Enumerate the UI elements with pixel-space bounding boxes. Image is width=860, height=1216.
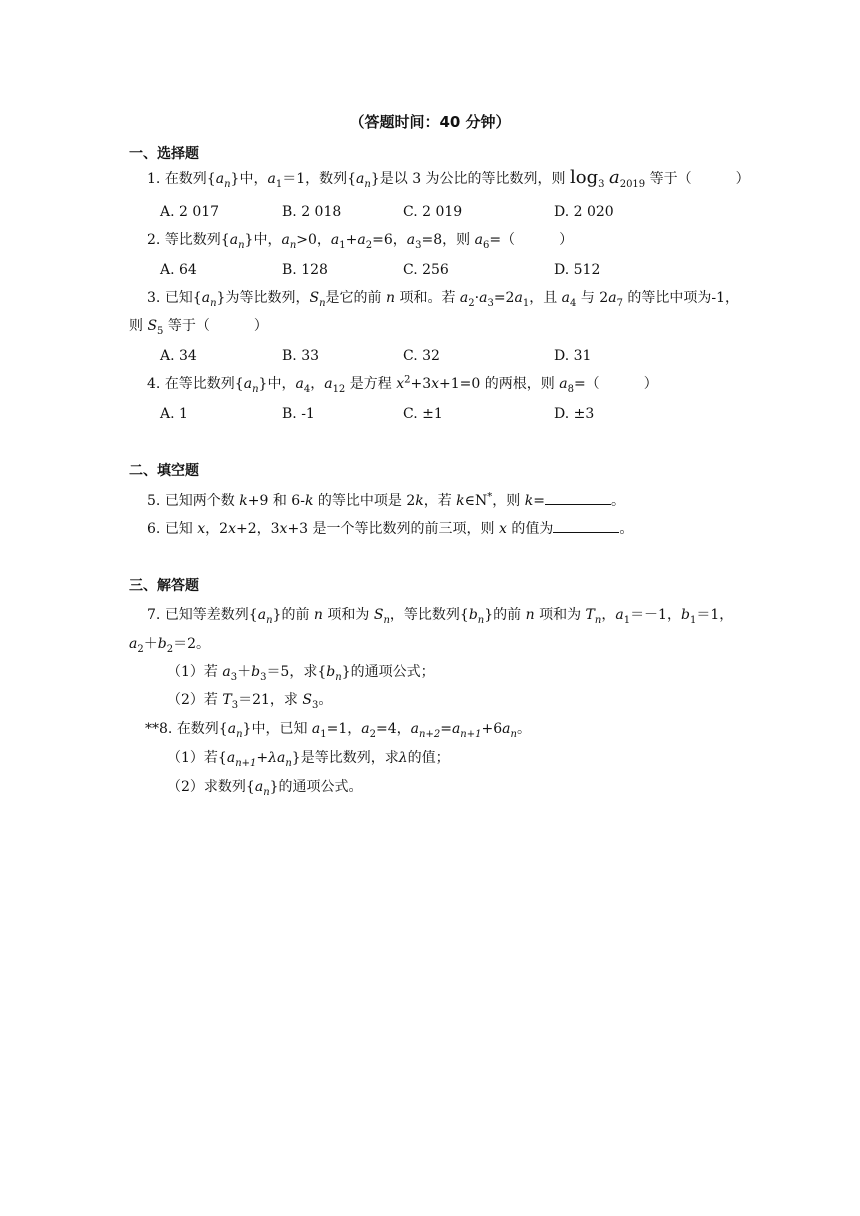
question-3-continued: 则 $S_5$ 等于（ ） — [129, 318, 268, 337]
question-7-continued: $a_2+b_2=2$。 — [129, 636, 210, 655]
q4-option-b: B. -1 — [282, 406, 315, 422]
q2-option-c: C. 256 — [403, 262, 449, 278]
question-8-part-1: （1）若$\{a_{n+1}+\lambda a_n\}$是等比数列，求λ的值； — [167, 750, 450, 769]
q3-option-b: B. 33 — [282, 348, 320, 364]
section-fill-heading: 二、填空题 — [129, 463, 199, 479]
page-title: （答题时间：40 分钟） — [349, 113, 511, 131]
q4-option-c: C. ±1 — [403, 406, 443, 422]
question-7: 7. 已知等差数列$\{a_n\}$的前 n 项和为 $S_n$，等比数列$\{b_n\}$的前 n 项和为 $T_n$，$a_1=-1$，$b_1=1$， — [147, 607, 734, 626]
question-8-part-2: （2）求数列$\{a_n\}$的通项公式。 — [167, 779, 363, 798]
section-choice-heading: 一、选择题 — [129, 146, 199, 162]
question-2: 2. 等比数列$\{a_n\}$中，$a_n>0$，$a_1+a_2=6$，$a_3=8$，则 $a_6=$（ ） — [147, 232, 574, 251]
q1-option-c: C. 2 019 — [403, 204, 463, 220]
section-answer-heading: 三、解答题 — [129, 578, 199, 594]
q1-option-b: B. 2 018 — [282, 204, 342, 220]
q2-option-a: A. 64 — [160, 262, 197, 278]
question-6: 6. 已知 x，2x+2，3x+3 是一个等比数列的前三项，则 x 的值为 。 — [147, 518, 633, 539]
question-7-part-1: （1）若 $a_3+b_3=5$，求$\{b_n\}$的通项公式； — [167, 664, 435, 683]
q4-option-d: D. ±3 — [554, 406, 595, 422]
q1-option-a: A. 2 017 — [160, 204, 220, 220]
question-3: 3. 已知$\{a_n\}$为等比数列，$S_n$是它的前 n 项和。若 $a_2\cdot a_3=2a_1$，且 $a_4$ 与 $2a_7$ 的等比中项为-1， — [147, 290, 740, 309]
answer-blank — [545, 490, 611, 505]
log-expression: log — [570, 167, 599, 188]
question-5: 5. 已知两个数 k+9 和 6-k 的等比中项是 2k，若 k∈N*，则 k= 。 — [147, 491, 625, 509]
answer-blank — [553, 518, 619, 533]
question-8: **8. 在数列$\{a_n\}$中，已知 $a_1=1$，$a_2=4$，$a_{n+2}=a_{n+1}+6a_n$。 — [145, 721, 531, 740]
question-1: 1. 在数列$\{a_n\}$中，$a_1=1$，数列$\{a_n\}$是以 3 为公比的等比数列，则 $\log_3 a_{2019}$ 等于（ ） — [147, 167, 750, 190]
q2-option-b: B. 128 — [282, 262, 328, 278]
question-7-part-2: （2）若 $T_3=21$，求 $S_3$。 — [167, 692, 333, 711]
q1-option-d: D. 2 020 — [554, 204, 614, 220]
question-4: 4. 在等比数列$\{a_n\}$中，$a_4$，$a_{12}$ 是方程 $x^2+3x+1=0$ 的两根，则 $a_8=$（ ） — [147, 374, 658, 395]
q4-option-a: A. 1 — [160, 406, 188, 422]
q2-option-d: D. 512 — [554, 262, 601, 278]
q3-option-d: D. 31 — [554, 348, 592, 364]
q3-option-c: C. 32 — [403, 348, 440, 364]
q3-option-a: A. 34 — [160, 348, 197, 364]
